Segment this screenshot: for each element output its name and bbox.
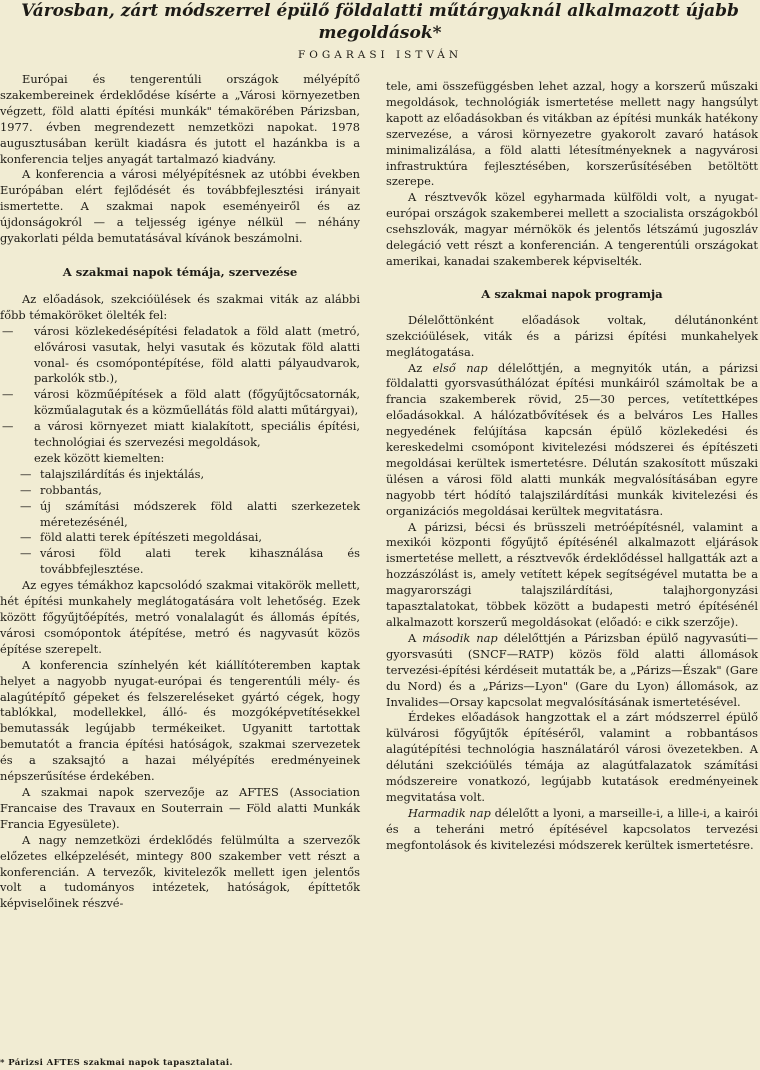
paragraph: A konferencia színhelyén két kiállítóteremben kaptak helyet a nagyobb nyugat-európai és tengerentúli mély- és alagútépítő gépeket és felszereléseket gyártó cégek, hogy tablókkal, modellekkel, álló- és mozgóképvetítésekkel bemutassák legújabb termékeiket. Ugyanitt tartottak bemutatót a francia építési hatóságok, szakmai szervezetek és a szaksajtó a hazai mélyépítés eredményeinek népszerűsítése érdekében. — [0, 657, 360, 784]
paragraph: A szakmai napok szervezője az AFTES (Association Francaise des Travaux en Souterrain — Föld alatti Munkák Francia Egyesülete). — [0, 784, 360, 831]
sublist-wrapper — [0, 467, 360, 578]
left-column — [0, 72, 360, 912]
text: délelőttjén, a megnyitók után, a párizsi földalatti gyorsvasúthálózat építési munkáiról számoltak be a francia szakemberek rövid, 25—30 perces, vetítettképes előadásokkal. A hálózatbővítések és a belváros Les Halles negyedének felújítása kapcsán épülő közlekedési és kereskedelmi csomópont kivitelezési módszerei és építészeti megoldásai kerültek ismertetésre. Délután szakosított műszaki ülésen a városi föld alatti munkák megvalósításában egyre nagyobb tért hódító talajszilárdítási munkák kivitelezési és organizációs megoldásai kerültek megvitatásra. — [386, 360, 758, 518]
text: délelőttjén a Párizsban épülő nagyvasúti—gyorsvasúti (SNCF—RATP) közös föld alatti állomások tervezési-építési kérdéseit mutatták be, a „Párizs—Észak" (Gare du Nord) és a „Párizs—Lyon" (Gare du Lyon) állomások, az Invalides—Orsay kapcsolat megvalósításának ismertetésével. — [386, 630, 759, 709]
paragraph: tele, ami összefüggésben lehet azzal, hogy a korszerű műszaki megoldások, technológiák ismertetése mellett nagy hangsúlyt kapott az előadásokban és vitákban az építési munkák hatékony szervezése, a városi környezetre gyakorolt zavaró hatások minimalizálása, a föld alatti létesítményeknek a nagyvárosi infrastruktúra fejlesztésében, korszerűsítésében betöltött szerepe. — [386, 79, 758, 189]
list-item: — városi közlekedésépítési feladatok a föld alatt (metró, elővárosi vasutak, helyi vasutak és közutak föld alatti vonal- és csomópontépítése, föld alatti pályaudvarok, parkolók stb.), — [0, 324, 360, 388]
paragraph: Európai és tengerentúli országok mélyépítő szakembereinek érdeklődése kísérte a „Városi környezetben végzett, föld alatti építési munkák" témakörében Párizsban, 1977. évben megrendezett nemzetközi napokat. 1978 augusztusában került kiadásra és jutott el hazánkba is a konferencia teljes anyagát tartalmazó kiadvány. — [0, 72, 360, 166]
paragraph: Érdekes előadások hangzottak el a zárt módszerrel épülő külvárosi főgyűjtők építéséről, valamint a robbantásos alagútépítési technológia használatáról városi övezetekben. A délutáni szekcióülés témája az alagútfalazatok számítási módszereire vonatkozó, legújabb kutatások eredményeinek megvitatása volt. — [386, 710, 758, 804]
paragraph-third-day — [386, 806, 758, 854]
text: Az — [408, 360, 423, 375]
emphasis: Harmadik nap — [408, 805, 491, 820]
article-author: FOGARASI ISTVÁN — [297, 49, 462, 61]
list-item — [0, 419, 360, 451]
right-column — [386, 79, 758, 854]
footnote: * Párizsi AFTES szakmai napok tapasztalatai. — [0, 1058, 233, 1068]
article-title: Városban, zárt módszerrel épülő földalatti műtárgyaknál alkalmazott újabb megoldások* — [21, 1, 739, 43]
sub-list-item: — talajszilárdítás és injektálás, — [20, 467, 360, 483]
paragraph: A nagy nemzetközi érdeklődés felülmúlta a szervezők előzetes elképzelését, mintegy 800 szakember vett részt a konferencián. A tervezők, kivitelezők mellett igen jelentős volt a tudományos intézetek, hatóságok, építtetők képviselőinek részvé- — [0, 832, 360, 911]
section-heading-program: A szakmai napok programja — [481, 286, 663, 301]
paragraph-second-day — [386, 631, 758, 711]
paragraph-first-day — [386, 361, 758, 520]
sub-topic-list — [20, 467, 360, 578]
sub-list-item: — föld alatti terek építészeti megoldásai, — [20, 530, 360, 546]
paragraph: Az egyes témákhoz kapcsolódó szakmai vitakörök mellett, hét építési munkahely meglátogatására volt lehetőség. Ezek között főgyűjtőépítés, metró vonalalagút és állomás építés, városi csomópontok átépítése, metró és nagyvasút közös építése szerepelt. — [0, 578, 360, 656]
paragraph: A párizsi, bécsi és brüsszeli metróépítésnél, valamint a mexikói központi főgyűjtő építésénél alkalmazott eljárások ismertetése mellett, a résztvevők érdeklődéssel hallgatták azt a hozzászólást is, amely vetített képek segítségével mutatta be a magyarországi talajszilárdítási, talajhorgonyzási tapasztalatokat, többek között a budapesti metró építésénél alkalmazott korszerű megoldásokat (előadó: e cikk szerzője). — [386, 519, 758, 629]
text: A — [408, 630, 417, 645]
paragraph: Délelőttönként előadások voltak, délutánonként szekcióülések, viták és a párizsi építési munkahelyek meglátogatása. — [386, 312, 758, 359]
paragraph: A konferencia a városi mélyépítésnek az utóbbi években Európában elért fejlődését és továbbfejlesztési irányait ismertette. A szakmai napok eseményeiről és az újdonságokról — a teljesség igénye nélkül — néhány gyakorlati példa bemutatásával kívánok beszámolni. — [0, 167, 360, 246]
paragraph: A résztvevők közel egyharmada külföldi volt, a nyugat-európai országok szakemberei mellett a szocialista országokból csehszlovák, magyar mérnökök és jelentős létszámú jugoszláv delegáció vett részt a konferencián. A tengerentúli országokat amerikai, kanadai szakemberek képviselték. — [386, 190, 758, 268]
emphasis: első nap — [432, 360, 488, 375]
sub-list-item: — robbantás, — [20, 483, 360, 499]
list-item-text: a városi környezet miatt kialakított, speciális építési, technológiai és szervezési megoldások, — [34, 419, 360, 450]
emphasis: második nap — [422, 630, 498, 645]
paragraph: Az előadások, szekcióülések és szakmai viták az alábbi főbb témaköröket ölelték fel: — [0, 291, 360, 322]
section-heading-theme: A szakmai napok témája, szervezése — [62, 264, 298, 279]
sublist-intro: ezek között kiemelten: — [34, 450, 165, 465]
list-item: — városi közműépítések a föld alatt (főgyűjtőcsatornák, közműalagutak és a közműellátás föld alatti műtárgyai), — [0, 387, 360, 419]
text: délelőtt a lyoni, a marseille-i, a lille-i, a kairói és a teheráni metró építésével kapcsolatos tervezési megfontolások és kivitelezési módszerek kerültek ismertetésre. — [386, 805, 758, 852]
sub-list-item: — városi föld alati terek kihasználása és továbbfejlesztése. — [20, 546, 360, 578]
sub-list-item: — új számítási módszerek föld alatti szerkezetek méretezésénél, — [20, 499, 360, 531]
topic-list — [0, 324, 360, 451]
